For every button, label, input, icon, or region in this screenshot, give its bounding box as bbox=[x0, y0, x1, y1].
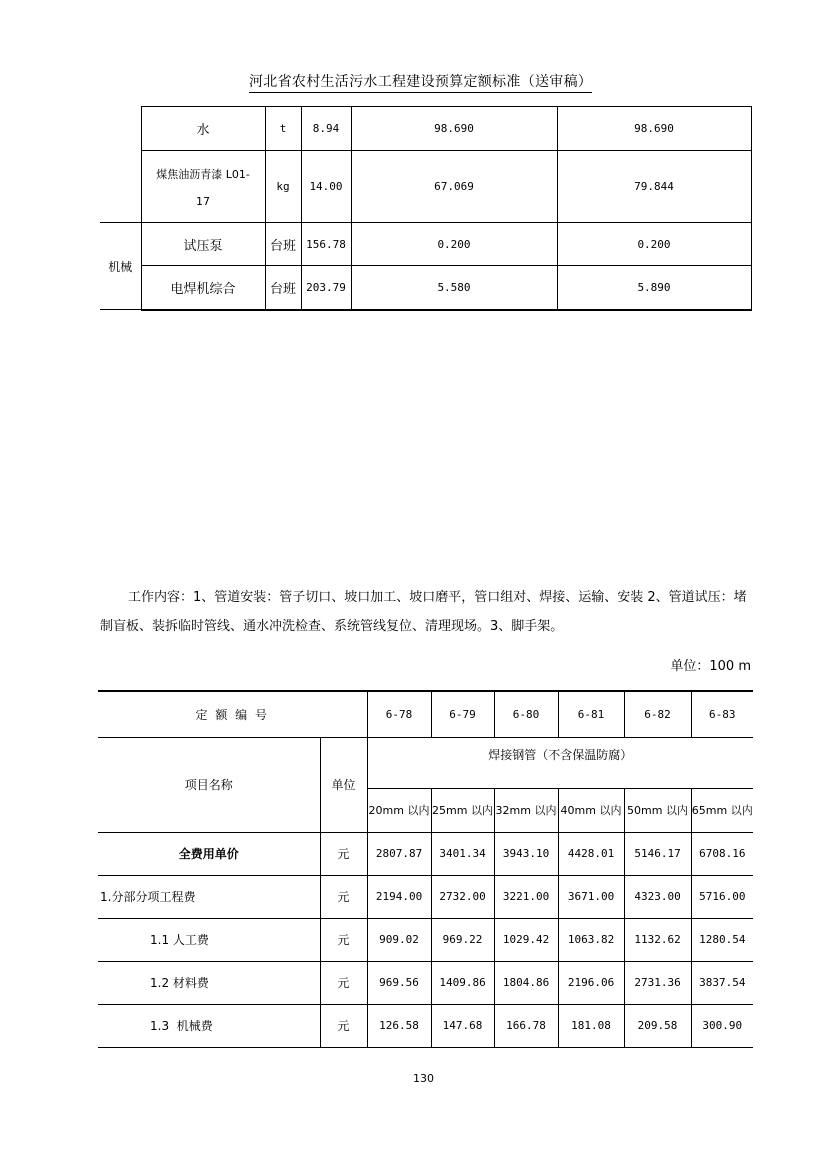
item-price: 203.79 bbox=[301, 266, 351, 310]
cell-value: 126.58 bbox=[367, 1004, 431, 1047]
quota-code: 6-81 bbox=[558, 691, 624, 737]
table-row bbox=[100, 151, 751, 223]
cell-value: 1029.42 bbox=[494, 918, 558, 961]
quota-code-label: 定 额 编 号 bbox=[98, 691, 367, 737]
header-row bbox=[98, 737, 753, 788]
quota-code: 6-82 bbox=[624, 691, 691, 737]
row-unit: 元 bbox=[320, 961, 367, 1004]
item-name: 试压泵 bbox=[141, 223, 265, 266]
quota-code: 6-79 bbox=[431, 691, 494, 737]
quota-code: 6-83 bbox=[691, 691, 753, 737]
cell-value: 3401.34 bbox=[431, 832, 494, 875]
cell-value: 4323.00 bbox=[624, 875, 691, 918]
row-unit: 元 bbox=[320, 875, 367, 918]
category-cell bbox=[100, 151, 141, 223]
cell-value: 5146.17 bbox=[624, 832, 691, 875]
item-name: 电焊机综合 bbox=[141, 266, 265, 310]
cell-value: 2807.87 bbox=[367, 832, 431, 875]
quota-code-row bbox=[98, 691, 753, 737]
item-unit: kg bbox=[265, 151, 301, 223]
size-label: 50mm 以内 bbox=[624, 788, 691, 832]
unit-header: 单位 bbox=[320, 737, 367, 832]
table-row bbox=[98, 918, 753, 961]
cell-value: 2731.36 bbox=[624, 961, 691, 1004]
row-name: 1.2 材料费 bbox=[98, 961, 320, 1004]
cell-value: 300.90 bbox=[691, 1004, 753, 1047]
cell-value: 166.78 bbox=[494, 1004, 558, 1047]
item-price: 156.78 bbox=[301, 223, 351, 266]
table-row bbox=[98, 832, 753, 875]
item-name-header: 项目名称 bbox=[98, 737, 320, 832]
cell-value: 3943.10 bbox=[494, 832, 558, 875]
category-machinery: 机械 bbox=[100, 223, 141, 310]
size-label: 25mm 以内 bbox=[431, 788, 494, 832]
item-price: 8.94 bbox=[301, 107, 351, 151]
cell-value: 5716.00 bbox=[691, 875, 753, 918]
quota-code: 6-80 bbox=[494, 691, 558, 737]
document-header-title: 河北省农村生活污水工程建设预算定额标准（送审稿） bbox=[249, 73, 592, 93]
row-name: 1.1 人工费 bbox=[98, 918, 320, 961]
group-header: 焊接钢管（不含保温防腐） bbox=[367, 737, 753, 788]
row-unit: 元 bbox=[320, 1004, 367, 1047]
row-unit: 元 bbox=[320, 832, 367, 875]
table-row bbox=[100, 266, 751, 310]
cell-value: 3671.00 bbox=[558, 875, 624, 918]
size-label: 65mm 以内 bbox=[691, 788, 753, 832]
item-value: 0.200 bbox=[557, 223, 751, 266]
cell-value: 1280.54 bbox=[691, 918, 753, 961]
cell-value: 909.02 bbox=[367, 918, 431, 961]
item-value: 5.580 bbox=[351, 266, 557, 310]
table-row bbox=[98, 1004, 753, 1047]
cell-value: 2196.06 bbox=[558, 961, 624, 1004]
table-row bbox=[98, 875, 753, 918]
item-value: 98.690 bbox=[351, 107, 557, 151]
item-value: 5.890 bbox=[557, 266, 751, 310]
table-row bbox=[98, 961, 753, 1004]
size-label: 40mm 以内 bbox=[558, 788, 624, 832]
item-value: 98.690 bbox=[557, 107, 751, 151]
cell-value: 2194.00 bbox=[367, 875, 431, 918]
item-name: 水 bbox=[141, 107, 265, 151]
work-content-paragraph: 工作内容：1、管道安装：管子切口、坡口加工、坡口磨平，管口组对、焊接、运输、安装 2、管道试压：堵制盲板、装拆临时管线、通水冲洗检查、系统管线复位、清理现场。3、脚手架。 bbox=[100, 590, 747, 634]
cell-value: 1063.82 bbox=[558, 918, 624, 961]
row-unit: 元 bbox=[320, 918, 367, 961]
item-name-line: 煤焦油沥青漆 L01- bbox=[156, 167, 250, 181]
cell-value: 2732.00 bbox=[431, 875, 494, 918]
item-name bbox=[141, 151, 265, 223]
item-value: 79.844 bbox=[557, 151, 751, 223]
unit-label: 单位：100 m bbox=[670, 659, 751, 674]
quota-table bbox=[98, 690, 753, 1048]
item-price: 14.00 bbox=[301, 151, 351, 223]
page-number: 130 bbox=[413, 1072, 434, 1085]
item-unit: 台班 bbox=[265, 266, 301, 310]
row-name: 1.3 机械费 bbox=[98, 1004, 320, 1047]
item-name-line: 17 bbox=[196, 194, 210, 208]
cell-value: 1409.86 bbox=[431, 961, 494, 1004]
row-name: 1.分部分项工程费 bbox=[98, 875, 320, 918]
quota-code: 6-78 bbox=[367, 691, 431, 737]
cell-value: 6708.16 bbox=[691, 832, 753, 875]
cell-value: 3837.54 bbox=[691, 961, 753, 1004]
cell-value: 4428.01 bbox=[558, 832, 624, 875]
table-row bbox=[100, 223, 751, 266]
row-name: 全费用单价 bbox=[98, 832, 320, 875]
cell-value: 209.58 bbox=[624, 1004, 691, 1047]
item-unit: 台班 bbox=[265, 223, 301, 266]
size-label: 32mm 以内 bbox=[494, 788, 558, 832]
cell-value: 1804.86 bbox=[494, 961, 558, 1004]
materials-machinery-table bbox=[100, 106, 752, 311]
cell-value: 181.08 bbox=[558, 1004, 624, 1047]
table-row bbox=[100, 107, 751, 151]
item-value: 0.200 bbox=[351, 223, 557, 266]
cell-value: 969.22 bbox=[431, 918, 494, 961]
cell-value: 1132.62 bbox=[624, 918, 691, 961]
cell-value: 147.68 bbox=[431, 1004, 494, 1047]
category-cell bbox=[100, 107, 141, 151]
item-value: 67.069 bbox=[351, 151, 557, 223]
item-unit: t bbox=[265, 107, 301, 151]
cell-value: 3221.00 bbox=[494, 875, 558, 918]
size-label: 20mm 以内 bbox=[367, 788, 431, 832]
cell-value: 969.56 bbox=[367, 961, 431, 1004]
